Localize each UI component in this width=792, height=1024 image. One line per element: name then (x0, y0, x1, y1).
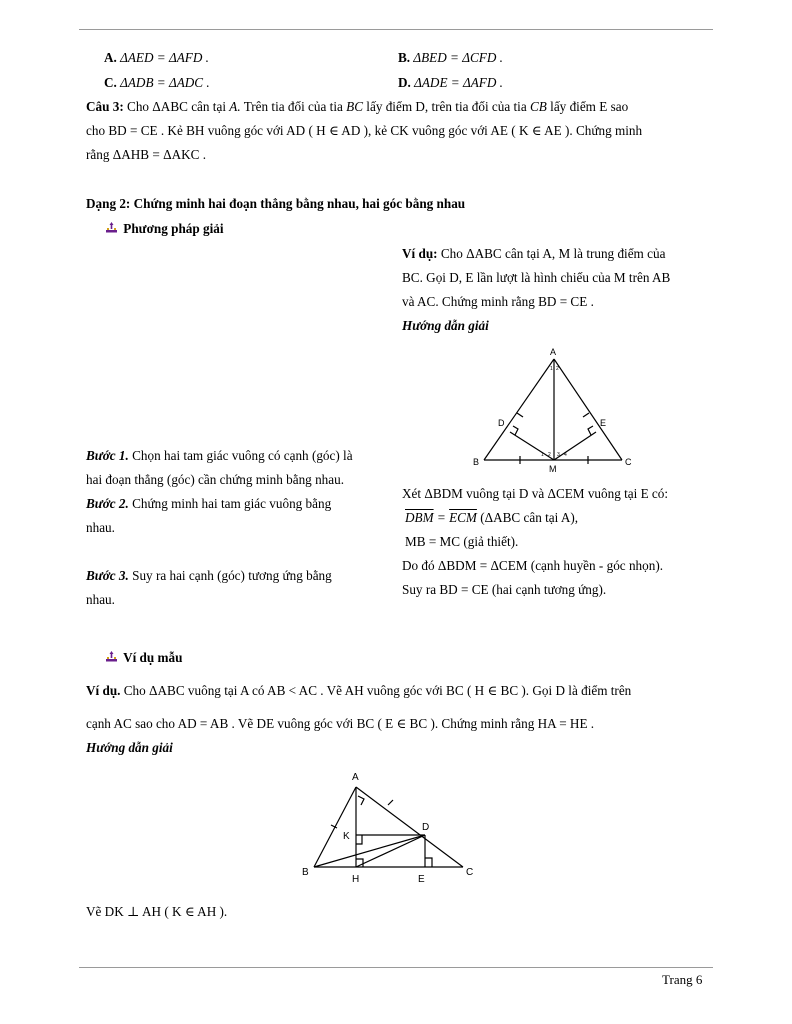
section-title: Dạng 2: Chứng minh hai đoạn thẳng bằng nhau, hai góc bằng nhau (86, 196, 466, 211)
page-number: Trang 6 (662, 972, 703, 987)
solution-column: Xét ΔBDM vuông tại D và ΔCEM vuông tại E có: $\overline{DBM} = \overline{ECM}$ (ΔABC cân tại A), MB = MC (giả thiết). Do đó ΔBDM = ΔCEM (cạnh huyền - góc nhọn). Suy ra BD = CE (hai cạnh tương ứng). (402, 486, 669, 597)
answer-option-b: B. ΔBED = ΔCFD . (398, 50, 503, 65)
arrow-bullet-icon (106, 650, 120, 666)
svg-text:1: 1 (550, 366, 553, 372)
fig1-label-m: M (549, 464, 557, 474)
question-3-line-2: cho BD = CE . Kẻ BH vuông góc với AD ( H ∈ AD ), kẻ CK vuông góc với AE ( K ∈ AE ). Chứng minh (86, 123, 643, 138)
sample-last-line: Vẽ DK ⊥ AH ( K ∈ AH ). (86, 904, 228, 919)
question-3-line-1: Câu 3: Cho ΔABC cân tại A. Trên tia đối của tia BC lấy điểm D, trên tia đối của tia CB lấy điểm E sao (86, 99, 629, 114)
guide-heading: Hướng dẫn giải (402, 318, 489, 333)
svg-text:2: 2 (556, 366, 559, 372)
question-3-line-3: rằng ΔAHB = ΔAKC . (86, 147, 207, 162)
svg-text:2: 2 (548, 452, 551, 458)
question-3 (86, 95, 708, 167)
fig2-label-k: K (343, 831, 350, 842)
sample-problem: Ví dụ. Cho ΔABC vuông tại A có AB < AC . Vẽ AH vuông góc với BC ( H ∈ BC ). Gọi D là điểm trên cạnh AC sao cho AD = AB . Vẽ DE vuông góc với BC ( E ∈ BC ). Chứng minh rằng HA = HE . (86, 683, 632, 731)
svg-text:1: 1 (541, 452, 544, 458)
fig2-label-a: A (352, 772, 359, 783)
right-triangle-figure (298, 765, 483, 887)
fig1-label-a: A (550, 347, 557, 357)
fig1-label-b: B (473, 457, 480, 467)
answer-option-d: D. ΔADE = ΔAFD . (398, 75, 503, 90)
step-1: Bước 1. Chọn hai tam giác vuông có cạnh (góc) là (86, 448, 353, 463)
fig2-label-b: B (302, 867, 309, 878)
fig1-label-e: E (600, 418, 607, 428)
svg-text:4: 4 (564, 452, 567, 458)
answer-option-c: C. ΔADB = ΔADC . (104, 75, 210, 90)
example-text: Ví dụ: Cho ΔABC cân tại A, M là trung điểm của BC. Gọi D, E lần lượt là hình chiếu của M trên AB và AC. Chứng minh rằng BD = CE . Hướng dẫn giải (402, 242, 708, 338)
fig1-label-c: C (625, 457, 632, 467)
sample-heading: Ví dụ mẫu (106, 650, 182, 666)
step-2: Bước 2. Chứng minh hai tam giác vuông bằng (86, 496, 332, 511)
answer-option-a: A. ΔAED = ΔAFD . (104, 50, 209, 65)
steps-column: Bước 1. Chọn hai tam giác vuông có cạnh (góc) là hai đoạn thẳng (góc) cần chứng minh bằng nhau. Bước 2. Chứng minh hai tam giác vuông bằng nhau. Bước 3. Suy ra hai cạnh (góc) tương ứng bằng nhau. (86, 444, 388, 612)
method-heading: Phương pháp giải (106, 221, 224, 237)
sample-guide-heading: Hướng dẫn giải (86, 740, 173, 755)
header-rule (79, 29, 713, 30)
fig2-label-e: E (418, 874, 425, 885)
fig2-label-d: D (422, 822, 430, 833)
footer-rule (79, 967, 713, 968)
step-3: Bước 3. Suy ra hai cạnh (góc) tương ứng bằng (86, 568, 332, 583)
isosceles-triangle-figure (470, 344, 640, 474)
arrow-bullet-icon (106, 221, 120, 237)
fig1-label-d: D (498, 418, 505, 428)
fig2-label-h: H (352, 874, 360, 885)
svg-text:3: 3 (557, 452, 560, 458)
fig2-label-c: C (466, 867, 474, 878)
